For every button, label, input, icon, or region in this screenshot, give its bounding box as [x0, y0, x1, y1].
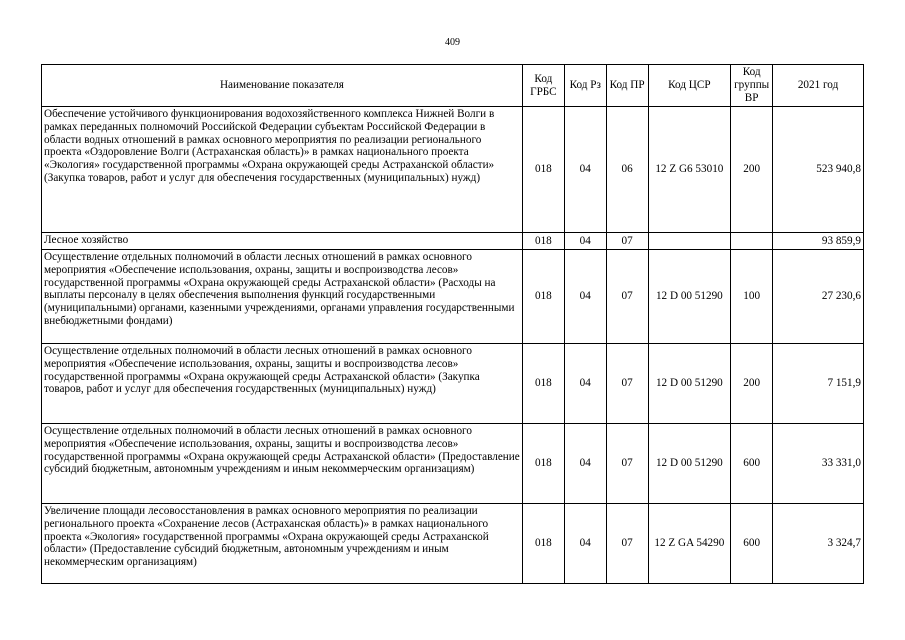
- row-amount: 3 324,7: [773, 504, 864, 584]
- row-csr: 12 D 00 51290: [648, 344, 731, 424]
- row-csr: [648, 233, 731, 250]
- header-vr: Код группы ВР: [731, 65, 773, 107]
- row-rz: 04: [564, 504, 606, 584]
- row-rz: 04: [564, 250, 606, 344]
- row-vr: 100: [731, 250, 773, 344]
- row-pr: 07: [606, 233, 648, 250]
- row-vr: 600: [731, 424, 773, 504]
- row-rz: 04: [564, 233, 606, 250]
- row-pr: 07: [606, 424, 648, 504]
- table-header-row: [42, 65, 864, 107]
- row-grbs: 018: [522, 504, 564, 584]
- row-name: Осуществление отдельных полномочий в области лесных отношений в рамках основного мероприятия «Обеспечение использования, охраны, защиты и воспроизводства лесов» государственной программы «Охрана окружающей среды Астраханской области» (Предоставление субсидий бюджетным, автономным учреждениям и иным некоммерческим организациям): [42, 424, 523, 504]
- row-name: Осуществление отдельных полномочий в области лесных отношений в рамках основного мероприятия «Обеспечение использования, охраны, защиты и воспроизводства лесов» государственной программы «Охрана окружающей среды Астраханской области» (Закупка товаров, работ и услуг для обеспечения государственных (муниципальных) нужд): [42, 344, 523, 424]
- table-row: [42, 250, 864, 344]
- row-csr: 12 D 00 51290: [648, 424, 731, 504]
- row-pr: 07: [606, 344, 648, 424]
- row-grbs: 018: [522, 107, 564, 233]
- row-amount: 33 331,0: [773, 424, 864, 504]
- page-number: 409: [445, 37, 460, 48]
- table-row: [42, 504, 864, 584]
- row-vr: 200: [731, 107, 773, 233]
- budget-table: [41, 64, 864, 584]
- row-csr: 12 Z GA 54290: [648, 504, 731, 584]
- row-grbs: 018: [522, 250, 564, 344]
- row-rz: 04: [564, 424, 606, 504]
- table-row: [42, 107, 864, 233]
- row-pr: 07: [606, 504, 648, 584]
- row-csr: 12 D 00 51290: [648, 250, 731, 344]
- row-rz: 04: [564, 344, 606, 424]
- header-name: Наименование показателя: [42, 65, 523, 107]
- row-amount: 27 230,6: [773, 250, 864, 344]
- header-csr: Код ЦСР: [648, 65, 731, 107]
- table-row: [42, 424, 864, 504]
- row-name: Обеспечение устойчивого функционирования водохозяйственного комплекса Нижней Волги в рамках переданных полномочий Российской Федерации субъектам Российской Федерации в области водных отношений в рамках основного мероприятия по реализации регионального проекта «Оздоровление Волги (Астраханская область)» в рамках национального проекта «Экология» государственной программы «Охрана окружающей среды Астраханской области» (Закупка товаров, работ и услуг для обеспечения государственных (муниципальных) нужд): [42, 107, 523, 233]
- table-row: [42, 344, 864, 424]
- row-rz: 04: [564, 107, 606, 233]
- header-pr: Код ПР: [606, 65, 648, 107]
- row-pr: 06: [606, 107, 648, 233]
- row-vr: 600: [731, 504, 773, 584]
- row-grbs: 018: [522, 233, 564, 250]
- table-row: [42, 233, 864, 250]
- header-grbs: Код ГРБС: [522, 65, 564, 107]
- row-amount: 523 940,8: [773, 107, 864, 233]
- row-name: Осуществление отдельных полномочий в области лесных отношений в рамках основного мероприятия «Обеспечение использования, охраны, защиты и воспроизводства лесов» государственной программы «Охрана окружающей среды Астраханской области» (Расходы на выплаты персоналу в целях обеспечения выполнения функций государственными (муниципальными) органами, казенными учреждениями, органами управления государственными внебюджетными фондами): [42, 250, 523, 344]
- row-csr: 12 Z G6 53010: [648, 107, 731, 233]
- row-amount: 93 859,9: [773, 233, 864, 250]
- row-vr: 200: [731, 344, 773, 424]
- row-name: Лесное хозяйство: [42, 233, 523, 250]
- header-year: 2021 год: [773, 65, 864, 107]
- row-name: Увеличение площади лесовосстановления в рамках основного мероприятия по реализации регионального проекта «Сохранение лесов (Астраханская область)» в рамках национального проекта «Экология» государственной программы «Охрана окружающей среды Астраханской области» (Предоставление субсидий бюджетным, автономным учреждениям и иным некоммерческим организациям): [42, 504, 523, 584]
- row-pr: 07: [606, 250, 648, 344]
- header-rz: Код Рз: [564, 65, 606, 107]
- row-vr: [731, 233, 773, 250]
- row-grbs: 018: [522, 424, 564, 504]
- row-grbs: 018: [522, 344, 564, 424]
- row-amount: 7 151,9: [773, 344, 864, 424]
